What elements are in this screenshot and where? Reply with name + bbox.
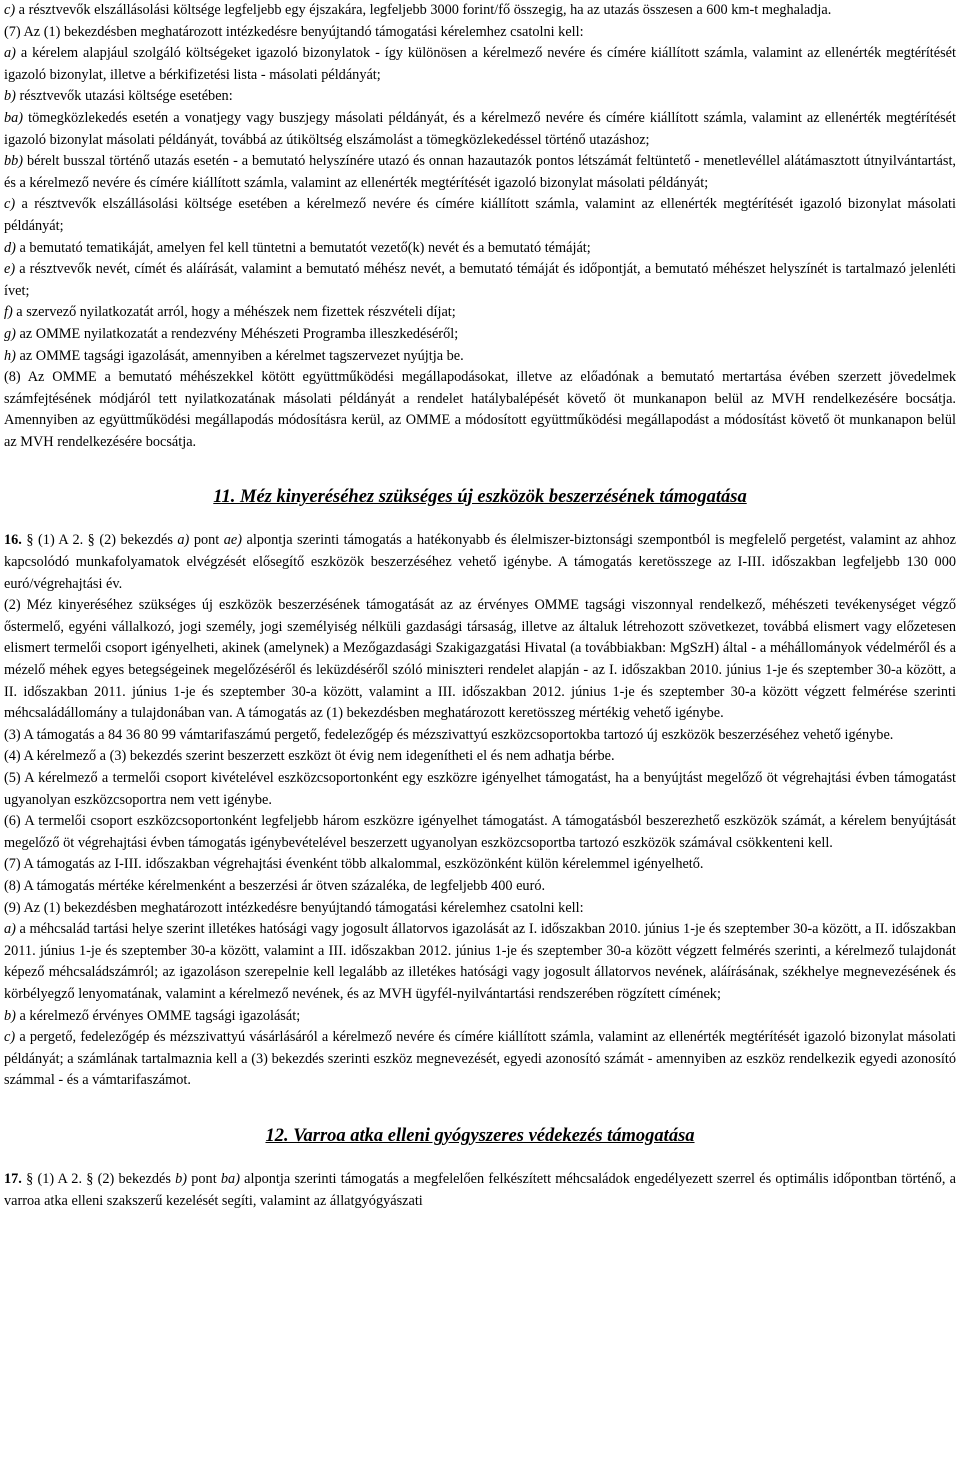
paragraph: [4, 1006, 956, 1028]
paragraph: [4, 346, 956, 368]
paragraph: [4, 86, 956, 108]
section-number: 17.: [4, 1170, 22, 1187]
paragraph-text: tömegközlekedés esetén a vonatjegy vagy buszjegy másolati példányát, és a kérelmező nevére és címére kiállított számla, valamint az ellenérték megtérítését igazoló bizonylat másolati példányát, továbbá az útiköltség elszámolást a tömegközlekedéssel történő utazáshoz;: [4, 109, 956, 148]
paragraph-text: a méhcsalád tartási helye szerint illetékes hatósági vagy jogosult állatorvos igazolását az I. időszakban 2010. június 1-je és szeptember 30-a között, a II. időszakban 2011. június 1-je és szeptember 30-a között, valamint a III. időszakban 2012. június 1-je és szeptember 30-a között végzett felmérés szerinti, a kérelmező tulajdonát képező méhcsaládszámról; az igazoláson szerepelnie kell legalább az illetékes hatósági vagy jogosult állatorvos nevének, aláírásának, székhelye megnevezésének és körbélyegző lenyomatának, valamint a kérelmező nevének, és az MVH ügyfél-nyilvántartási rendszerében rögzített címének;: [4, 921, 956, 1002]
list-marker: ba): [220, 1170, 240, 1187]
paragraph-text: (7) A támogatás az I-III. időszakban végrehajtási évenként több alkalommal, eszközönként külön kérelemmel igényelhető.: [4, 856, 704, 873]
list-marker: h): [4, 347, 16, 364]
paragraph-text: a kérelem alapjául szolgáló költségeket igazoló bizonylatok - így különösen a kérelmező nevére és címére kiállított számla, valamint az ellenérték megtérítését igazoló bizonylat, illetve a bérkifizetési lista - másolati példányát;: [4, 45, 956, 83]
paragraph-text: alpontja szerinti támogatás a megfelelően felkészített méhcsaládok engedélyezett szerrel és optimális időpontban történő, a varroa atka elleni szakszerű kezelését segíti, valamint az állatgyógyászati: [4, 1170, 956, 1209]
paragraph-text: § (1) A 2. § (2) bekezdés: [21, 532, 178, 549]
paragraph-text: a szervező nyilatkozatát arról, hogy a méhészek nem fizettek részvételi díjat;: [12, 304, 456, 321]
paragraph: [4, 595, 956, 725]
paragraph-text: pont: [189, 532, 224, 549]
list-marker: bb): [4, 153, 24, 170]
list-marker: b): [4, 1007, 16, 1024]
paragraph: [4, 1169, 956, 1212]
paragraph-text: (9) Az (1) bekezdésben meghatározott intézkedésre benyújtandó támogatási kérelemhez csatolni kell:: [4, 899, 584, 916]
paragraph-text: alpontja szerinti támogatás a hatékonyabb és élelmiszer-biztonsági szempontból is megfelelő pergetést, valamint az ahhoz kapcsolódó munkafolyamatok elvégzését elősegítő eszközök beszerzéséhez vehető igénybe. A támogatás keretösszege az I-III. időszakban legfeljebb 130 000 euró/végrehajtási év.: [4, 532, 956, 592]
list-marker: g): [4, 325, 16, 342]
paragraph-text: résztvevők utazási költsége esetében:: [15, 88, 233, 105]
paragraph: [4, 238, 956, 260]
paragraph: [4, 811, 956, 854]
paragraph-text: a pergető, fedelezőgép és mézszivattyú vásárlásáról a kérelmező nevére és címére kiállított számla, valamint az ellenérték megtérítését igazoló bizonylat másolati példányát; a számlának tartalmaznia kell a (3) bekezdés szerinti eszköz megnevezését, egyedi azonosító számát - amennyiben az eszköz rendelkezik egyedi azonosító számmal - és a vámtarifaszámot.: [4, 1029, 956, 1089]
paragraph: [4, 919, 956, 1005]
list-marker: ba): [4, 109, 24, 126]
section-heading: 12. Varroa atka elleni gyógyszeres védekezés támogatása: [265, 1125, 695, 1146]
paragraph-text: az OMME nyilatkozatát a rendezvény Méhészeti Programba illeszkedéséről;: [15, 325, 459, 342]
list-marker: d): [4, 239, 16, 256]
list-marker: a): [4, 45, 16, 62]
paragraph: [4, 768, 956, 811]
paragraph-text: (4) A kérelmező a (3) bekezdés szerint beszerzett eszközt öt évig nem idegenítheti el és nem adhatja bérbe.: [4, 748, 615, 765]
paragraph-text: a résztvevők elszállásolási költsége legfeljebb egy éjszakára, legfeljebb 3000 forint/fő összegig, ha az utazás összesen a 600 km-t meghaladja.: [15, 2, 832, 18]
section-heading: 11. Méz kinyeréséhez szükséges új eszközök beszerzésének támogatása: [213, 487, 747, 508]
paragraph: [4, 22, 956, 44]
paragraph: [4, 194, 956, 237]
paragraph-text: (6) A termelői csoport eszközcsoportonként legfeljebb három eszközre igényelhet támogatást. A támogatásból beszerezhető eszközök számát, a kérelem benyújtását megelőző öt végrehajtási évben támogatás igénybevételével beszerzett ugyanolyan eszközcsoportba tartozó eszközök számával csökkenteni kell.: [4, 813, 956, 851]
paragraph-text: (8) Az OMME a bemutató méhészekkel kötött együttműködési megállapodásokat, illetve az előadónak a bemutató mertartása évében szerzett jövedelmek számfejtésének módjáról tett nyilatkozatának másolati példányát a rendelet hatálybalépését követő öt munkanapon belül az MVH rendelkezésére bocsátja. Amennyiben az együttműködési megállapodás módosításra kerül, az OMME a módosított együttműködési megállapodást a módosítást követő öt munkanapon belül az MVH rendelkezésére bocsátja.: [4, 369, 956, 450]
paragraph: [4, 324, 956, 346]
paragraph-text: (2) Méz kinyeréséhez szükséges új eszközök beszerzésének támogatását az az érvényes OMME tagsági viszonnyal rendelkező, méhészeti tevékenységet végző őstermelő, egyéni vállalkozó, jogi személy, jogi személyiség nélküli gazdasági társaság, illetve az általuk létrehozott szövetkezet, továbbá elismert vagy előzetesen elismert termelői csoport igényelheti, akinek (amelynek) a Mezőgazdasági Szakigazgatási Hivatal (a továbbiakban: MgSzH) által - a méhállományok védelméről és a mézelő méhek egyes betegségeinek megelőzéséről és leküzdéséről szóló miniszteri rendelet alapján - az I. időszakban 2010. június 1-je és szeptember 30-a között, a II. időszakban 2011. június 1-je és szeptember 30-a között, valamint a III. időszakban 2012. június 1-je és szeptember 30-a között végzett felmérése szerinti méhcsaládállomány a tulajdonában van. A támogatás az (1) bekezdésben meghatározott keretösszeg mértékig vehető igénybe.: [4, 597, 956, 722]
list-marker: b): [175, 1170, 188, 1187]
paragraph-text: (5) A kérelmező a termelői csoport kivételével eszközcsoportonként egy eszközre igényelhet támogatást, ha a benyújtást megelőző öt végrehajtási évben támogatást ugyanolyan eszközcsoportra nem vett igénybe.: [4, 770, 956, 808]
paragraph-text: a résztvevők nevét, címét és aláírását, valamint a bemutató méhész nevét, a bemutató témáját és időpontját, a bemutató méhészet helyszínét is tartalmazó jelenléti ívet;: [4, 261, 956, 299]
list-marker: e): [4, 261, 16, 278]
list-marker: c): [4, 2, 16, 18]
paragraph: [4, 876, 956, 898]
paragraph-text: pont: [187, 1170, 221, 1187]
paragraph-text: (3) A támogatás a 84 36 80 99 vámtarifaszámú pergető, fedelezőgép és mézszivattyú eszközcsoportokba tartozó új eszközök beszerzéséhez vehető igénybe.: [4, 726, 894, 743]
paragraph: [4, 367, 956, 453]
list-marker: c): [4, 196, 16, 213]
paragraph: [4, 151, 956, 194]
paragraph: [4, 108, 956, 151]
list-marker: a): [4, 921, 16, 938]
paragraph: [4, 898, 956, 920]
paragraph: [4, 302, 956, 324]
paragraph-text: a bemutató tematikáját, amelyen fel kell tüntetni a bemutatót vezető(k) nevét és a bemutató témáját;: [15, 239, 591, 256]
paragraph-text: a kérelmező érvényes OMME tagsági igazolását;: [15, 1007, 301, 1024]
list-marker: c): [4, 1029, 16, 1046]
paragraph: [4, 43, 956, 86]
paragraph: [4, 259, 956, 302]
list-marker: b): [4, 88, 16, 105]
paragraph-text: (7) Az (1) bekezdésben meghatározott intézkedésre benyújtandó támogatási kérelemhez csatolni kell:: [4, 23, 584, 40]
paragraph-text: (8) A támogatás mértéke kérelmenként a beszerzési ár ötven százaléka, de legfeljebb 400 euró.: [4, 877, 546, 894]
section-number: 16.: [4, 532, 22, 549]
paragraph-text: bérelt busszal történő utazás esetén - a bemutató helyszínére utazó és onnan hazautazók pontos létszámát feltüntető - menetlevéllel alátámasztott útnyilvántartást, és a kérelmező nevére és címére kiállított számla, valamint az ellenérték megtérítését igazoló bizonylat másolati példányát;: [4, 153, 956, 191]
paragraph: [4, 530, 956, 595]
list-marker: a): [177, 532, 190, 549]
list-marker: ae): [223, 532, 243, 549]
list-marker: f): [4, 304, 13, 321]
paragraph: [4, 1027, 956, 1092]
paragraph-text: § (1) A 2. § (2) bekezdés: [21, 1170, 176, 1187]
paragraph-text: az OMME tagsági igazolását, amennyiben a kérelmet tagszervezet nyújtja be.: [15, 347, 464, 364]
paragraph: [4, 0, 956, 22]
paragraph: [4, 725, 956, 747]
paragraph: [4, 746, 956, 768]
document-body: [4, 0, 956, 1212]
paragraph: [4, 854, 956, 876]
paragraph-text: a résztvevők elszállásolási költsége esetében a kérelmező nevére és címére kiállított számla, valamint az ellenérték megtérítését igazoló bizonylat másolati példányát;: [4, 196, 956, 234]
